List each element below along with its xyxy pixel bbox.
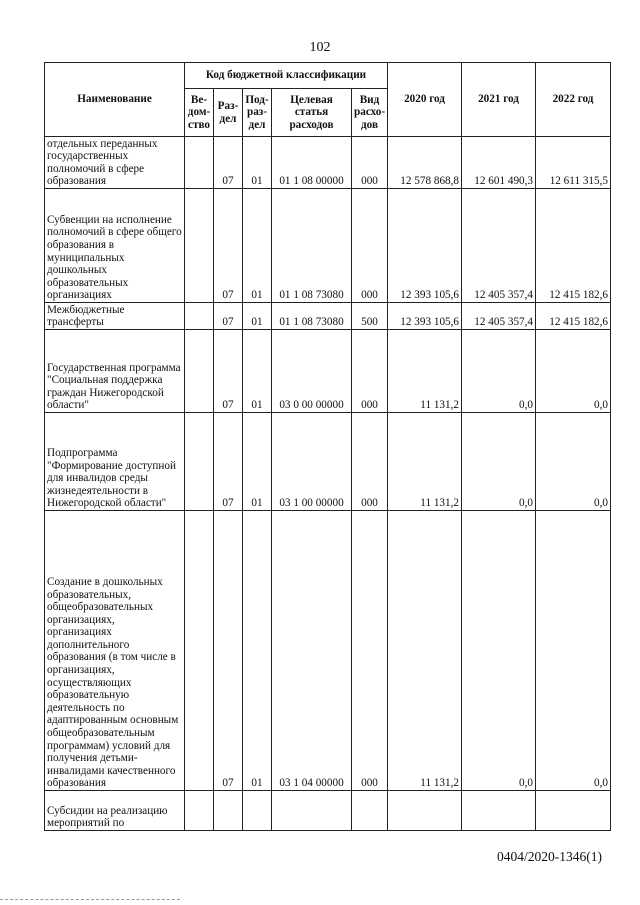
row-tselevaya: 03 1 00 00000 — [272, 413, 352, 511]
header-year-2020: 2020 год — [388, 63, 462, 137]
document-registration-code: 0404/2020-1346(1) — [497, 849, 602, 864]
row-razdel: 07 — [214, 413, 243, 511]
row-value-2022: 0,0 — [536, 511, 611, 791]
row-value-2021 — [462, 791, 536, 831]
row-vedomstvo — [185, 189, 214, 303]
row-value-2020: 12 578 868,8 — [388, 137, 462, 189]
row-value-2021: 0,0 — [462, 511, 536, 791]
header-budget-code-group: Код бюджетной классификации — [185, 63, 388, 89]
scan-edge-divider — [0, 899, 180, 901]
row-vid: 000 — [352, 189, 388, 303]
row-podrazdel: 01 — [243, 137, 272, 189]
row-value-2022: 12 415 182,6 — [536, 189, 611, 303]
table-row — [45, 511, 611, 791]
row-name: Субвенции на исполнение полномочий в сфере общего образования в муниципальных дошкольных образовательных организациях — [45, 189, 185, 303]
header-razdel-line: дел — [219, 112, 237, 125]
row-name: Создание в дошкольных образовательных, общеобразовательных организациях, организациях дополнительного образования (в том числе в организациях, осуществляющих образовательную деятельность по адаптированным основным общеобразовательным программам) условий для получения детьми-инвалидами качественного образования — [45, 511, 185, 791]
row-vedomstvo — [185, 303, 214, 330]
row-vedomstvo — [185, 791, 214, 831]
row-value-2022 — [536, 791, 611, 831]
table-row — [45, 137, 611, 189]
row-value-2021: 12 601 490,3 — [462, 137, 536, 189]
header-year-2021: 2021 год — [462, 63, 536, 137]
row-tselevaya — [272, 791, 352, 831]
row-vid: 000 — [352, 137, 388, 189]
header-podrazdel-line: дел — [248, 118, 266, 131]
row-value-2020: 12 393 105,6 — [388, 303, 462, 330]
row-value-2022: 0,0 — [536, 330, 611, 413]
row-tselevaya: 03 1 04 00000 — [272, 511, 352, 791]
row-podrazdel: 01 — [243, 189, 272, 303]
header-year-2022: 2022 год — [536, 63, 611, 137]
row-vedomstvo — [185, 330, 214, 413]
row-podrazdel — [243, 791, 272, 831]
row-podrazdel: 01 — [243, 413, 272, 511]
header-vedomstvo-line: Ве- — [190, 93, 208, 106]
row-podrazdel: 01 — [243, 303, 272, 330]
row-value-2020: 12 393 105,6 — [388, 189, 462, 303]
budget-table — [44, 62, 611, 831]
row-podrazdel: 01 — [243, 330, 272, 413]
header-vedomstvo-line: ство — [187, 118, 211, 131]
row-tselevaya: 01 1 08 00000 — [272, 137, 352, 189]
header-razdel — [214, 89, 243, 137]
row-value-2022: 12 415 182,6 — [536, 303, 611, 330]
row-razdel: 07 — [214, 330, 243, 413]
table-row — [45, 303, 611, 330]
page-number: 102 — [309, 40, 331, 55]
row-podrazdel: 01 — [243, 511, 272, 791]
header-tselevaya-line: расходов — [289, 118, 334, 131]
row-tselevaya: 01 1 08 73080 — [272, 189, 352, 303]
row-value-2020 — [388, 791, 462, 831]
table-row — [45, 791, 611, 831]
row-razdel: 07 — [214, 189, 243, 303]
row-name: отдельных переданных государственных полномочий в сфере образования — [45, 137, 185, 189]
header-vid-raskhodov — [352, 89, 388, 137]
row-value-2022: 0,0 — [536, 413, 611, 511]
header-vedomstvo-line: дом- — [187, 106, 211, 119]
header-vid-line: расхо- — [354, 106, 386, 119]
row-razdel — [214, 791, 243, 831]
row-razdel: 07 — [214, 137, 243, 189]
header-podrazdel-line: Под- — [245, 93, 269, 106]
table-row — [45, 330, 611, 413]
row-value-2021: 12 405 357,4 — [462, 303, 536, 330]
row-tselevaya: 03 0 00 00000 — [272, 330, 352, 413]
row-value-2020: 11 131,2 — [388, 413, 462, 511]
header-vid-line: Вид — [359, 93, 380, 106]
row-vid: 000 — [352, 330, 388, 413]
row-razdel: 07 — [214, 511, 243, 791]
row-value-2021: 0,0 — [462, 330, 536, 413]
row-vid: 500 — [352, 303, 388, 330]
header-tselevaya-line: Целевая — [290, 93, 333, 106]
row-value-2022: 12 611 315,5 — [536, 137, 611, 189]
row-razdel: 07 — [214, 303, 243, 330]
header-razdel-line: Раз- — [217, 99, 239, 112]
header-vid-line: дов — [360, 118, 379, 131]
row-value-2020: 11 131,2 — [388, 330, 462, 413]
row-vid: 000 — [352, 413, 388, 511]
header-vedomstvo — [185, 89, 214, 137]
header-podrazdel-line: раз- — [246, 106, 268, 119]
row-vedomstvo — [185, 413, 214, 511]
row-vid: 000 — [352, 511, 388, 791]
header-tselevaya-statya — [272, 89, 352, 137]
row-vedomstvo — [185, 511, 214, 791]
header-podrazdel — [243, 89, 272, 137]
row-vid — [352, 791, 388, 831]
row-name: Подпрограмма "Формирование доступной для инвалидов среды жизнедеятельности в Нижегородской области" — [45, 413, 185, 511]
row-name: Межбюджетные трансферты — [45, 303, 185, 330]
row-value-2020: 11 131,2 — [388, 511, 462, 791]
row-tselevaya: 01 1 08 73080 — [272, 303, 352, 330]
row-value-2021: 0,0 — [462, 413, 536, 511]
row-name: Субсидии на реализацию мероприятий по — [45, 791, 185, 831]
row-name: Государственная программа "Социальная поддержка граждан Нижегородской области" — [45, 330, 185, 413]
header-tselevaya-line: статья — [294, 106, 329, 119]
table-row — [45, 413, 611, 511]
row-value-2021: 12 405 357,4 — [462, 189, 536, 303]
row-vedomstvo — [185, 137, 214, 189]
table-row — [45, 189, 611, 303]
header-name: Наименование — [45, 63, 185, 137]
